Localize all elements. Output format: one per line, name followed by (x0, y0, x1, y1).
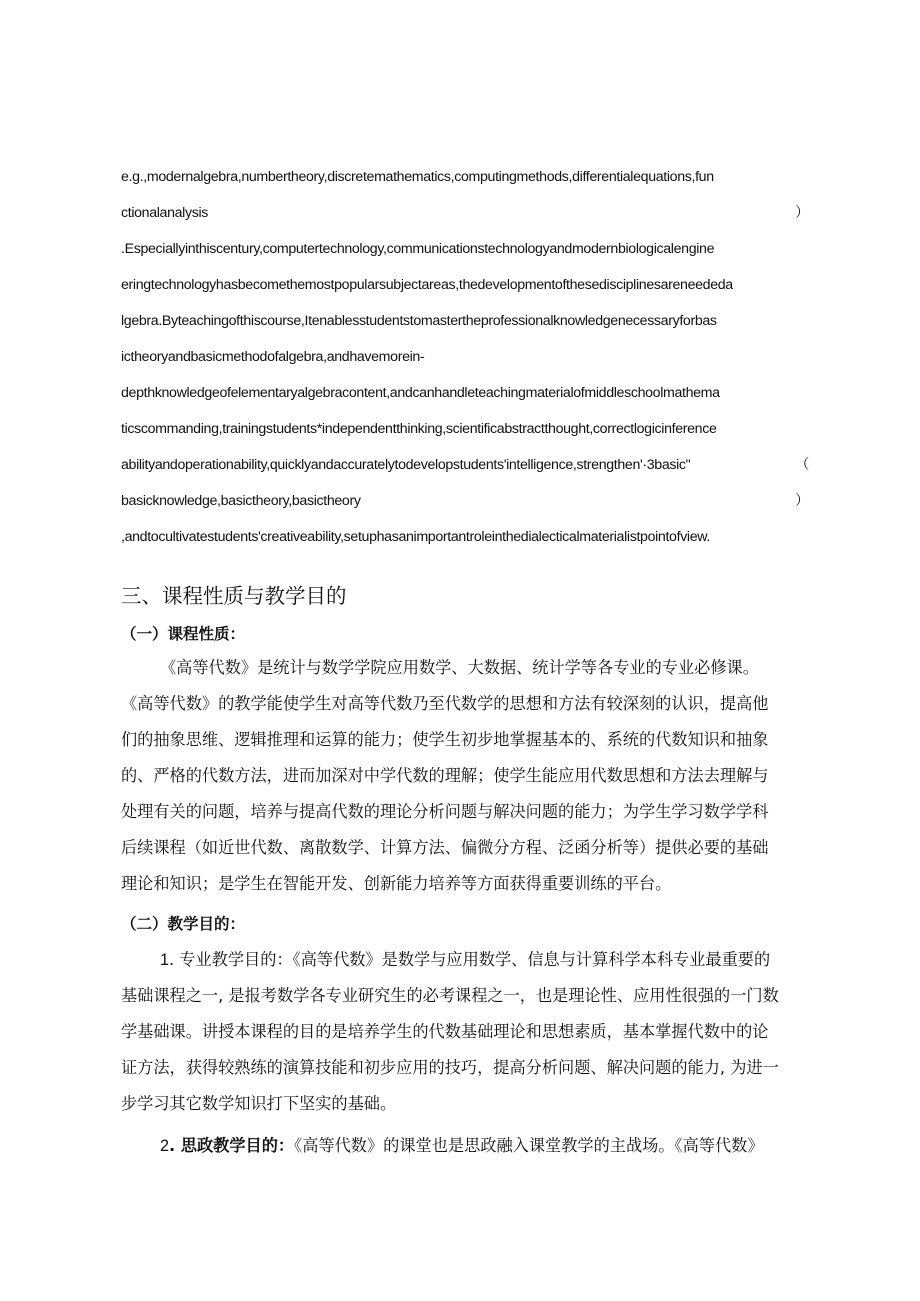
purpose-item-1-line-2: 基础课程之一, 是报考数学各专业研究生的必考课程之一，也是理论性、应用性很强的一门数 (121, 986, 779, 1005)
item-1-number: 1 (160, 951, 170, 969)
en-line-5: lgebra.Byteachingofthiscourse,Itenablesstudentstomastertheprofessionalknowledgenecessaryforbas (121, 313, 717, 329)
nature-line-6: 后续课程（如近世代数、离散数学、计算方法、偏微分方程、泛函分析等）提供必要的基础 (121, 838, 769, 857)
en-line-2 (121, 203, 809, 223)
en-line-1: e.g.,modernalgebra,numbertheory,discretemathematics,computingmethods,differentialequations,fun (121, 169, 714, 185)
purpose-item-1-line-1 (160, 948, 860, 972)
subsection-title-nature: （一）课程性质： (121, 625, 246, 643)
en-line-3: .Especiallyinthiscentury,computertechnology,communicationstechnologyandmodernbiologicalengine (121, 241, 715, 257)
en-line-11: ,andtocultivatestudents'creativeability,setuphasanimportantroleinthedialecticalmaterialistpointofview. (121, 529, 710, 545)
close-paren: ） (795, 205, 809, 221)
item-2-text: 《高等代数》的课堂也是思政融入课堂教学的主战场。《高等代数》 (294, 1136, 764, 1155)
nature-line-1: 《高等代数》是统计与数学学院应用数学、大数据、统计学等各专业的专业必修课。 (160, 658, 759, 677)
nature-line-3: 们的抽象思维、逻辑推理和运算的能力；使学生初步地掌握基本的、系统的代数知识和抽象 (121, 730, 769, 749)
open-paren: （ (795, 457, 809, 473)
item-1-text: . 专业教学目的：《高等代数》是数学与应用数学、信息与计算科学本科专业最重要的 (169, 950, 771, 969)
en-line-8: ticscommanding,trainingstudents*independentthinking,scientificabstractthought,correctlogicinference (121, 421, 717, 437)
nature-line-4: 的、严格的代数方法，进而加深对中学代数的理解；使学生能应用代数思想和方法去理解与 (121, 766, 769, 785)
en-line-2-text: ctionalanalysis (121, 205, 209, 221)
en-line-6: ictheoryandbasicmethodofalgebra,andhavemorein- (121, 349, 425, 365)
en-line-9-text: abilityandoperationability,quicklyandaccuratelytodevelopstudents'intelligence,strengthen'·3basic" (121, 457, 691, 473)
en-line-10-text: basicknowledge,basictheory,basictheory (121, 493, 361, 509)
section-heading: 三、课程性质与教学目的 (121, 584, 347, 608)
purpose-item-1-line-3: 学基础课。讲授本课程的目的是培养学生的代数基础理论和思想素质，基本掌握代数中的论 (121, 1022, 769, 1041)
en-line-7: depthknowledgeofelementaryalgebracontent,andcanhandleteachingmaterialofmiddleschoolmathema (121, 385, 720, 401)
en-line-10 (121, 491, 809, 511)
nature-line-5: 处理有关的问题，培养与提高代数的理论分析问题与解决问题的能力；为学生学习数学学科 (121, 802, 769, 821)
purpose-item-2-line-1 (160, 1134, 860, 1158)
en-line-9 (121, 455, 809, 475)
subsection-title-purpose: （二）教学目的： (121, 915, 246, 933)
purpose-item-1-line-5: 步学习其它数学知识打下坚实的基础。 (121, 1094, 397, 1113)
nature-line-2: 《高等代数》的教学能使学生对高等代数乃至代数学的思想和方法有较深刻的认识，提高他 (121, 694, 769, 713)
item-2-label: . 思政教学目的： (169, 1136, 295, 1155)
nature-line-7: 理论和知识；是学生在智能开发、创新能力培养等方面获得重要训练的平台。 (121, 874, 672, 893)
close-paren: ） (795, 493, 809, 509)
purpose-item-1-line-4: 证方法，获得较熟练的演算技能和初步应用的技巧，提高分析问题、解决问题的能力, 为进一 (121, 1058, 779, 1077)
item-2-number: 2 (160, 1137, 170, 1155)
en-line-4: eringtechnologyhasbecomethemostpopularsubjectareas,thedevelopmentofthesedisciplinesareneededa (121, 277, 733, 293)
